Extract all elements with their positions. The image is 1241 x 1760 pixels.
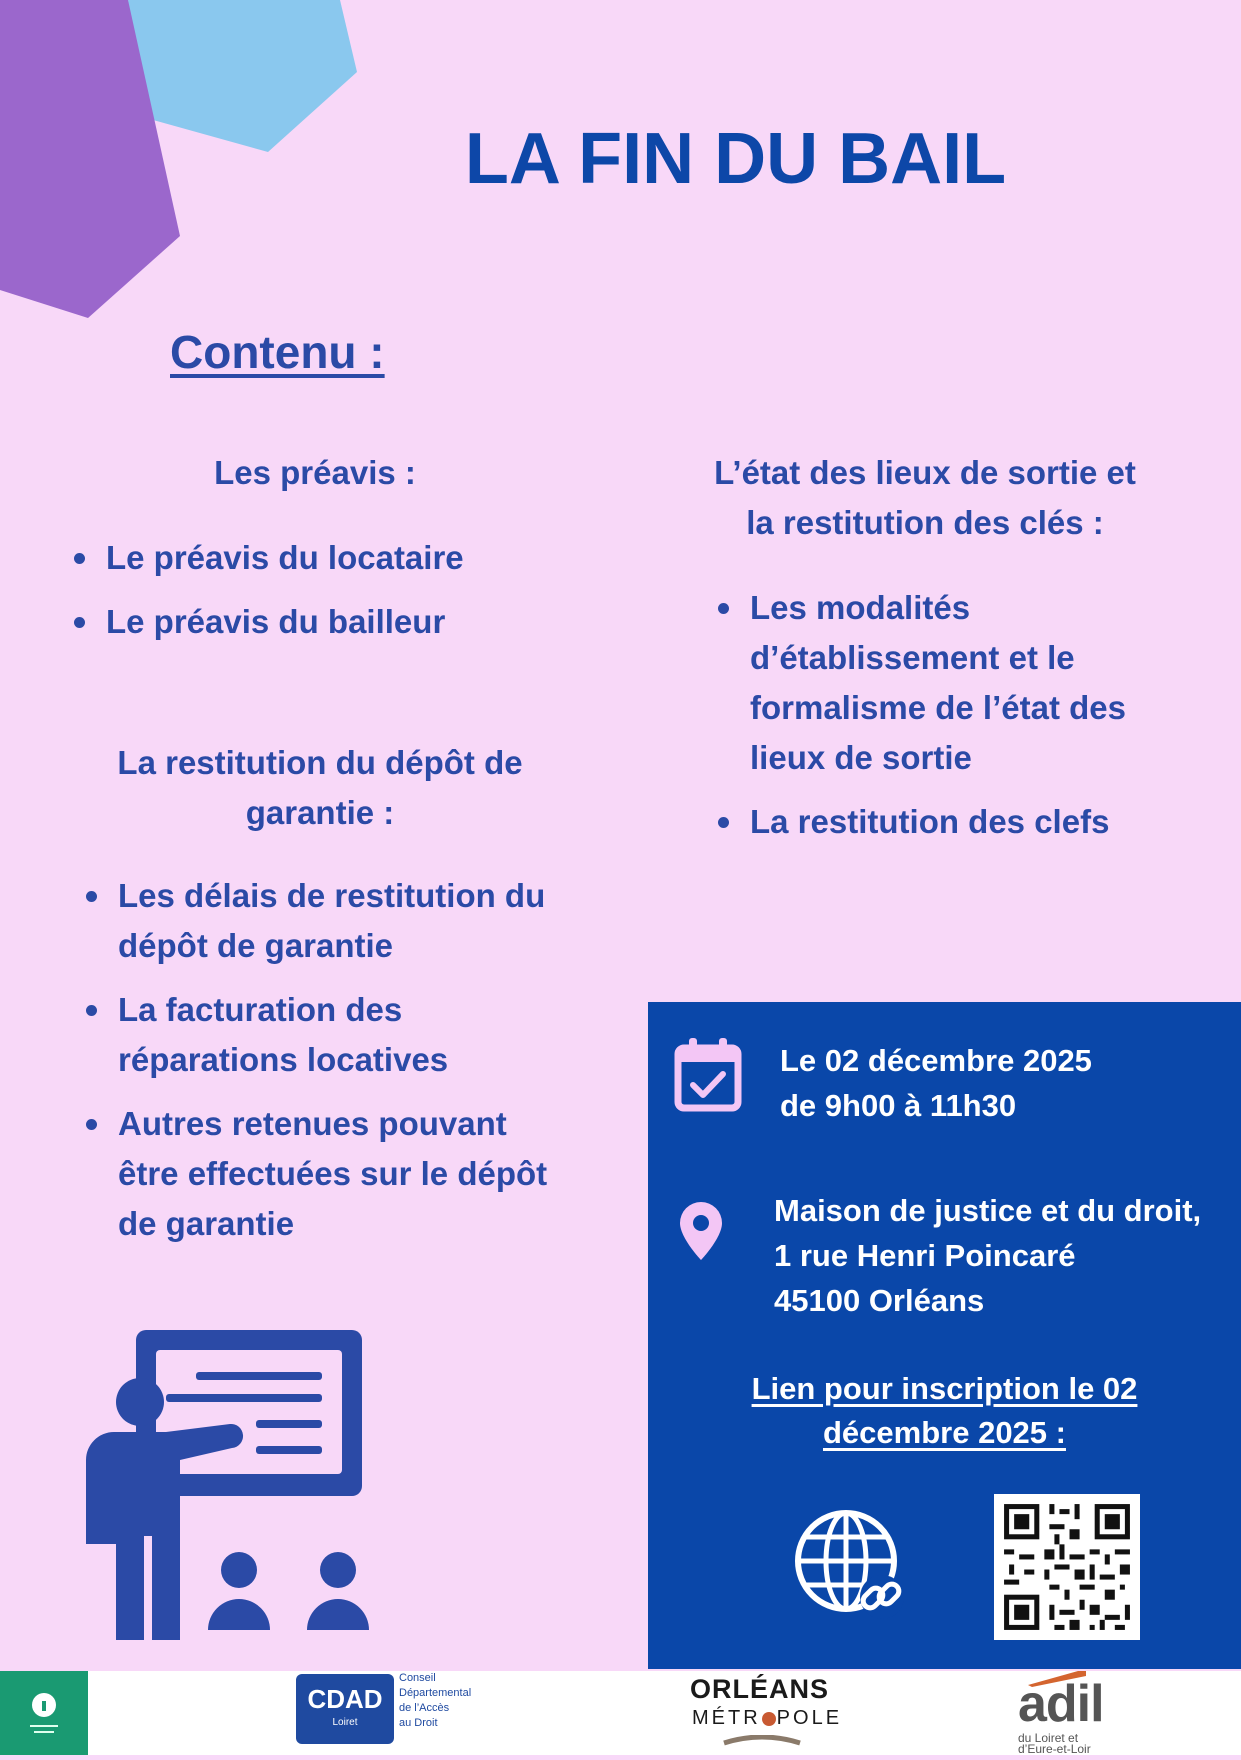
event-address: Maison de justice et du droit, 1 rue Henri Poincaré 45100 Orléans: [774, 1193, 1202, 1318]
list-item: Le préavis du locataire: [72, 533, 572, 583]
cdad-full-name: Conseil Départemental de l’Accès au Droit: [399, 1672, 472, 1729]
list-item: Les délais de restitution du dépôt de garantie: [84, 871, 604, 971]
list-item: La restitution des clefs: [716, 797, 1216, 847]
teacher-presentation-icon: [86, 1320, 406, 1640]
inventory-heading-line1: L’état des lieux de sortie et: [714, 454, 1136, 491]
inventory-heading-line2: la restitution des clés :: [746, 504, 1104, 541]
map-pin-icon: [678, 1200, 724, 1262]
event-date: Le 02 décembre 2025 de 9h00 à 11h30: [780, 1043, 1092, 1123]
notice-heading: Les préavis :: [214, 454, 416, 491]
metropole-swoosh: [722, 1735, 802, 1749]
deposit-heading: [70, 738, 570, 838]
adil-logo: adil: [1018, 1675, 1104, 1733]
list-item: La facturation des réparations locatives: [84, 985, 604, 1085]
calendar-check-icon: [673, 1038, 743, 1114]
deposit-heading-line2: garantie :: [245, 794, 395, 831]
list-item: Le préavis du bailleur: [72, 597, 572, 647]
inventory-heading: [680, 448, 1170, 548]
list-item: Les modalités d’établissement et le formalisme de l’état des lieux de sortie: [716, 583, 1216, 783]
deposit-heading-line1: La restitution du dépôt de: [117, 744, 523, 781]
event-info-box: [648, 1002, 1241, 1669]
partner-logos-footer: [0, 1671, 1241, 1755]
page-title: LA FIN DU BAIL: [464, 119, 1007, 199]
content-heading: Contenu :: [170, 326, 385, 378]
list-item: Autres retenues pouvant être effectuées sur le dépôt de garantie: [84, 1099, 604, 1249]
orleans-metropole-logo: ORLÉANS: [690, 1674, 830, 1704]
registration-link[interactable]: Lien pour inscription le 02 décembre 2025 :: [751, 1371, 1138, 1450]
metropole-label: MÉTR POLE: [692, 1707, 843, 1729]
deposit-list: [84, 871, 604, 1263]
notice-list: [72, 533, 572, 661]
qr-code[interactable]: [994, 1494, 1140, 1640]
inventory-list: [716, 583, 1216, 861]
cdad-logo: CDAD Loiret: [296, 1674, 394, 1744]
adil-subtitle: du Loiret et d’Eure-et-Loir: [1018, 1731, 1091, 1756]
access-point-logo: [0, 1671, 88, 1755]
globe-link-icon[interactable]: [792, 1507, 912, 1623]
